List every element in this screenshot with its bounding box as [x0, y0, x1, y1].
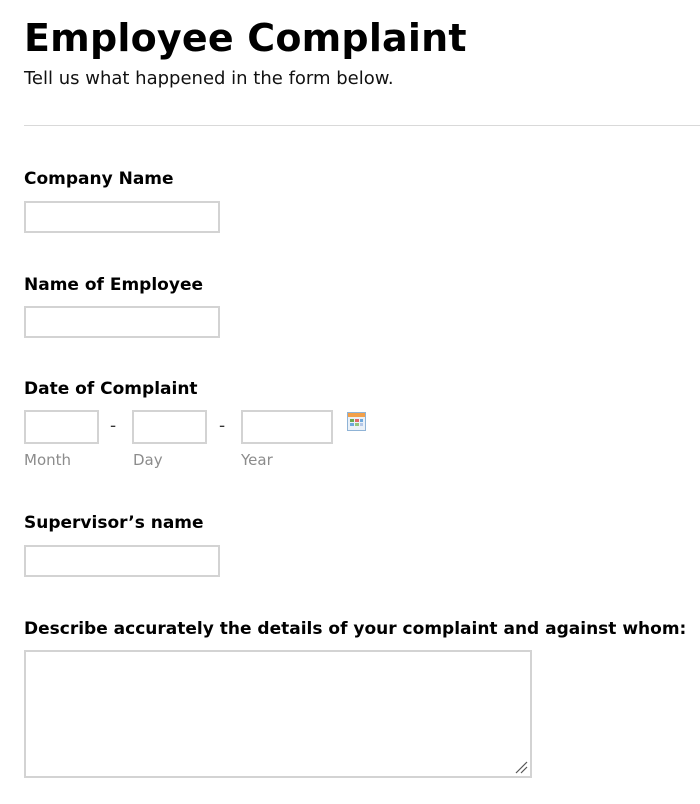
date-of-complaint-label: Date of Complaint [24, 379, 198, 399]
date-separator: - [219, 416, 226, 436]
year-input[interactable] [241, 410, 333, 444]
page-subtitle: Tell us what happened in the form below. [24, 68, 394, 89]
month-input[interactable] [24, 410, 99, 444]
header-divider [24, 125, 700, 126]
day-input[interactable] [132, 410, 207, 444]
complaint-details-label: Describe accurately the details of your complaint and against whom: [24, 619, 687, 639]
day-sublabel: Day [133, 451, 163, 469]
employee-name-label: Name of Employee [24, 275, 203, 295]
calendar-icon[interactable] [347, 412, 366, 431]
month-sublabel: Month [24, 451, 72, 469]
resize-grip-icon[interactable] [514, 760, 528, 774]
page-title: Employee Complaint [24, 16, 467, 60]
year-sublabel: Year [241, 451, 273, 469]
complaint-details-textarea[interactable] [24, 650, 532, 778]
company-name-label: Company Name [24, 169, 174, 189]
company-name-input[interactable] [24, 201, 220, 233]
supervisor-name-label: Supervisor’s name [24, 513, 204, 533]
supervisor-name-input[interactable] [24, 545, 220, 577]
employee-name-input[interactable] [24, 306, 220, 338]
date-separator: - [110, 416, 117, 436]
